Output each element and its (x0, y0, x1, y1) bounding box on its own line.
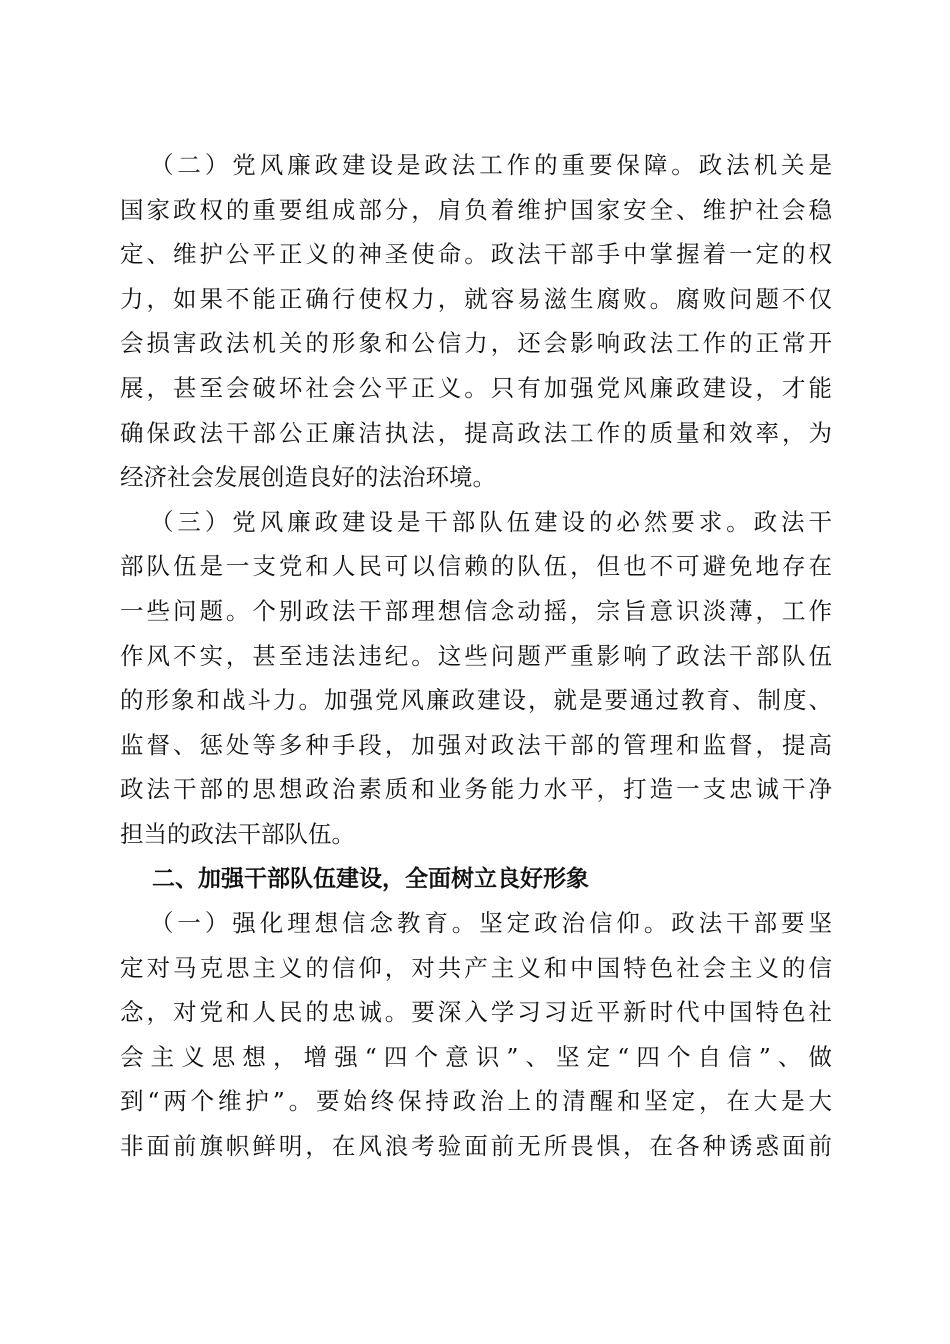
document-page (120, 143, 832, 1169)
paragraph (120, 901, 832, 1169)
text-line: 作风不实，甚至违法违纪。这些问题严重影响了政法干部队伍 (120, 641, 832, 670)
text-line: 会损害政法机关的形象和公信力，还会影响政法工作的正常开 (120, 329, 832, 358)
text-line: 确保政法干部公正廉洁执法，提高政法工作的质量和效率，为 (120, 418, 832, 447)
text-line: 政法干部的思想政治素质和业务能力水平，打造一支忠诚干净 (120, 775, 832, 804)
text-line: 担当的政法干部队伍。 (120, 819, 355, 848)
text-line: 展，甚至会破坏社会公平正义。只有加强党风廉政建设，才能 (120, 373, 832, 402)
text-line: （二）党风廉政建设是政法工作的重要保障。政法机关是 (150, 151, 832, 179)
text-line: 一些问题。个别政法干部理想信念动摇，宗旨意识淡薄，工作 (120, 596, 832, 625)
text-line: 力，如果不能正确行使权力，就容易滋生腐败。腐败问题不仅 (120, 284, 832, 313)
text-line: 定、维护公平正义的神圣使命。政法干部手中掌握着一定的权 (120, 240, 832, 269)
text-line: 部队伍是一支党和人民可以信赖的队伍，但也不可避免地存在 (120, 552, 832, 581)
text-line: 定对马克思主义的信仰，对共产主义和中国特色社会主义的信 (120, 953, 832, 982)
paragraph (120, 143, 832, 500)
text-line: 经济社会发展创造良好的法治环境。 (120, 463, 496, 492)
text-line: 到“两个维护”。要始终保持政治上的清醒和坚定，在大是大 (120, 1087, 832, 1116)
text-line: 国家政权的重要组成部分，肩负着维护国家安全、维护社会稳 (120, 195, 832, 224)
text-line: 监督、惩处等多种手段，加强对政法干部的管理和监督，提高 (120, 730, 832, 759)
text-line: 二、加强干部队伍建设，全面树立良好形象 (152, 865, 589, 892)
paragraph (120, 500, 832, 857)
text-line: 的形象和战斗力。加强党风廉政建设，就是要通过教育、制度、 (120, 686, 832, 715)
text-line: 会主义思想，增强“四个意识”、坚定“四个自信”、做 (120, 1042, 832, 1071)
text-line: （一）强化理想信念教育。坚定政治信仰。政法干部要坚 (150, 909, 832, 938)
text-line: （三）党风廉政建设是干部队伍建设的必然要求。政法干 (150, 507, 832, 536)
text-line: 念，对党和人民的忠诚。要深入学习习近平新时代中国特色社 (120, 998, 832, 1027)
text-line: 非面前旗帜鲜明，在风浪考验面前无所畏惧，在各种诱惑面前 (120, 1132, 832, 1161)
section-heading (120, 857, 832, 902)
